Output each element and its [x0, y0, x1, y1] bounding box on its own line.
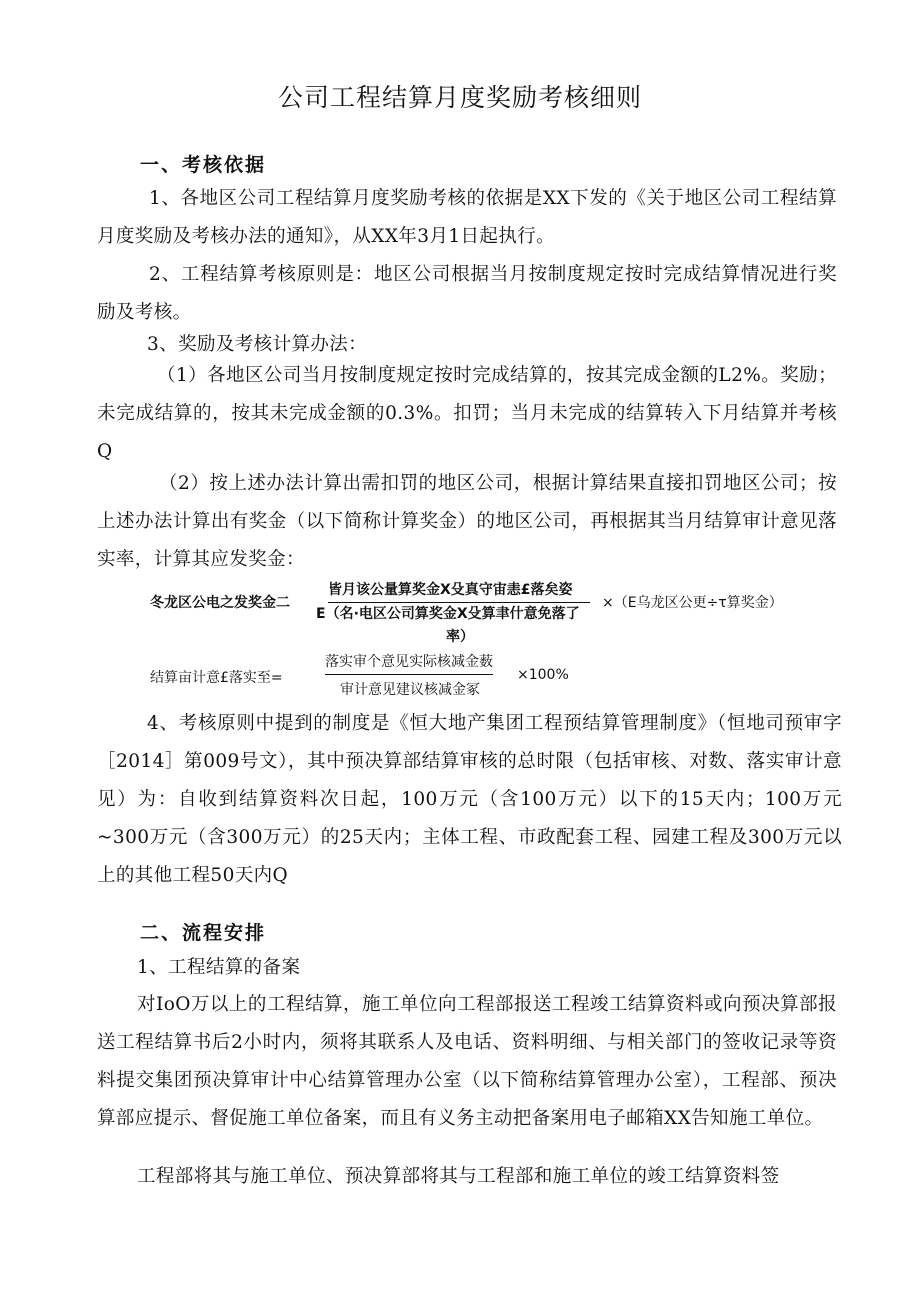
- section2-subheading-1: 1、工程结算的备案: [137, 957, 301, 978]
- formula1-lhs: 冬龙区公电之发奖金二: [150, 595, 290, 611]
- formula1-denominator-line2: 率）: [446, 629, 474, 645]
- formula2-lhs: 结算亩计意£落实至=: [150, 670, 283, 686]
- formula1-numerator: [328, 579, 590, 603]
- section2-paragraph-2: 工程部将其与施工单位、预决算部将其与工程部和施工单位的竣工结算资料签: [137, 1166, 780, 1187]
- formula1-denominator: E（名·电区公司算奖金X殳算聿什意免落了: [316, 606, 580, 622]
- section1-paragraph-1: 1、各地区公司工程结算月度奖励考核的依据是XX下发的《关于地区公司工程结算月度奖励及考核办法的通知》，从XX年3月1日起执行。: [97, 188, 837, 247]
- section2-paragraph-1: 对IoO万以上的工程结算，施工单位向工程部报送工程竣工结算资料或向预决算部报送工程结算书后2小时内，须将其联系人及电话、资料明细、与相关部门的签收记录等资料提交集团预决算审计中心结算管理办公室（以下简称结算管理办公室），工程部、预决算部应提示、督促施工单位备案，而且有义务主动把备案用电子邮箱XX告知施工单位。: [97, 994, 837, 1129]
- section1-paragraph-5: （2）按上述办法计算出需扣罚的地区公司，根据计算结果直接扣罚地区公司；按上述办法计算出有奖金（以下简称计算奖金）的地区公司，再根据其当月结算审计意见落实率，计算其应发奖金：: [97, 473, 837, 570]
- section1-heading: 一、考核依据: [140, 154, 267, 176]
- section1-paragraph-6: 4、考核原则中提到的制度是《恒大地产集团工程预结算管理制度》（恒地司预审字［2014］第009号文），其中预决算部结算审核的总时限（包括审核、对数、落实审计意见）为：自收到结算资料次日起，100万元（含100万元）以下的15天内；100万元~300万元（含300万元）的25天内；主体工程、市政配套工程、园建工程及300万元以上的其他工程50天内Q: [97, 713, 842, 886]
- section2-heading: 二、流程安排: [140, 922, 267, 944]
- section1-paragraph-2: 2、工程结算考核原则是：地区公司根据当月按制度规定按时完成结算情况进行奖励及考核。: [97, 264, 837, 323]
- formula1-rhs: ×（E乌龙区公更÷τ算奖金）: [602, 595, 783, 611]
- document-title: 公司工程结算月度奖励考核细则: [277, 83, 642, 112]
- formula1-numerator-text: 皆月该公量算奖金X殳真守宙恚£落矣姿: [328, 579, 590, 603]
- formula2-numerator-text: 落实审个意见实际核减金薮: [325, 651, 493, 675]
- formula2-denominator: 审计意见建议核减金冢: [340, 682, 480, 698]
- section1-paragraph-3: 3、奖励及考核计算办法：: [147, 334, 368, 355]
- section1-paragraph-4: （1）各地区公司当月按制度规定按时完成结算的，按其完成金额的L2%。奖励；未完成结算的，按其未完成金额的0.3%。扣罚；当月未完成的结算转入下月结算并考核Q: [97, 365, 837, 462]
- formula2-rhs: ×100%: [517, 667, 569, 683]
- formula2-numerator: [325, 651, 493, 675]
